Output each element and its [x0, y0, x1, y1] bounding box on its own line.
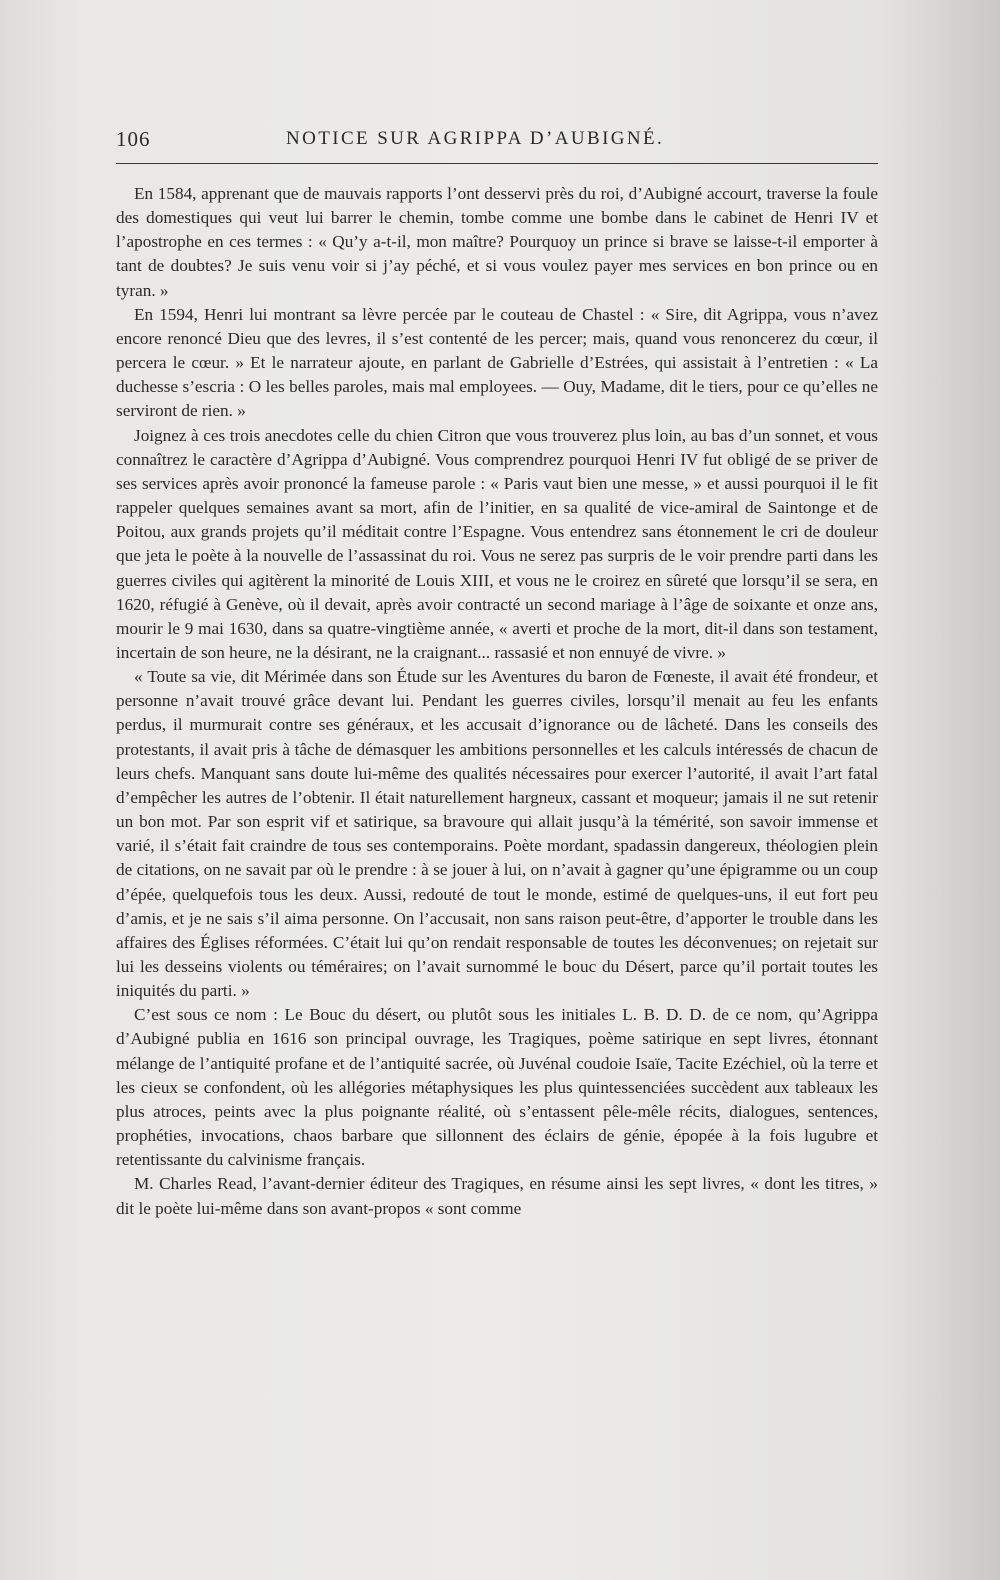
paragraph: C’est sous ce nom : Le Bouc du désert, ou plutôt sous les initiales L. B. D. D. de ce nom, qu’Agrippa d’Aubigné publia en 1616 son principal ouvrage, les Tragiques, poème satirique en sept livres, étonnant mélange de l’antiquité profane et de l’antiquité sacrée, où Juvénal coudoie Isaïe, Tacite Ezéchiel, où la terre et les cieux se confondent, où les allégories métaphysiques les plus quintessenciées succèdent aux tableaux les plus atroces, peints avec la plus poignante réalité, où s’entassent pêle-mêle récits, dialogues, sentences, prophéties, invocations, chaos barbare que sillonnent des éclairs de génie, épopée à la fois lugubre et retentissante du calvinisme français.	[116, 1005, 878, 1170]
page-number: 106	[116, 127, 151, 151]
page-header	[116, 127, 876, 157]
paragraph: En 1594, Henri lui montrant sa lèvre percée par le couteau de Chastel : « Sire, dit Agrippa, vous n’avez encore renoncé Dieu que des levres, il s’est contenté de les percer; mais, quand vous renoncerez du cœur, il percera le cœur. » Et le narrateur ajoute, en parlant de Gabrielle d’Estrées, qui assistait à l’entretien : « La duchesse s’escria : O les belles paroles, mais mal employees. — Ouy, Madame, dit le tiers, pour ce qu’elles ne serviront de rien. »	[116, 304, 878, 421]
paragraph: M. Charles Read, l’avant-dernier éditeur des Tragiques, en résume ainsi les sept livres, « dont les titres, » dit le poète lui-même dans son avant-propos « sont comme	[116, 1174, 878, 1218]
paragraph: Joignez à ces trois anecdotes celle du chien Citron que vous trouverez plus loin, au bas d’un sonnet, et vous connaîtrez le caractère d’Agrippa d’Aubigné. Vous comprendrez pourquoi Henri IV fut obligé de se priver de ses services après avoir prononcé la fameuse parole : « Paris vaut bien une messe, » et aussi pourquoi il le fit rappeler quelques semaines avant sa mort, afin de l’initier, en sa qualité de vice-amiral de Saintonge et de Poitou, aux grands projets qu’il méditait contre l’Espagne. Vous entendrez sans étonnement le cri de douleur que jeta le poète à la nouvelle de l’assassinat du roi. Vous ne serez pas surpris de le voir prendre parti dans les guerres civiles qui agitèrent la minorité de Louis XIII, et vous ne le croirez en sûreté que lorsqu’il se sera, en 1620, réfugié à Genève, où il devait, après avoir contracté un second mariage à l’âge de soixante et onze ans, mourir le 9 mai 1630, dans sa quatre-vingtième année, « averti et proche de la mort, dit-il dans son testament, incertain de son heure, ne la désirant, ne la craignant... rassasié et non ennuyé de vivre. »	[116, 425, 878, 662]
header-rule	[116, 163, 878, 164]
paragraph: « Toute sa vie, dit Mérimée dans son Étude sur les Aventures du baron de Fœneste, il avait été frondeur, et personne n’avait trouvé grâce devant lui. Pendant les guerres civiles, lorsqu’il menait au feu les enfants perdus, il murmurait contre ses généraux, et les accusait d’ignorance ou de lâcheté. Dans les conseils des protestants, il avait pris à tâche de démasquer les ambitions personnelles et les calculs intéressés de chacun de leurs chefs. Manquant sans doute lui-même des qualités nécessaires pour exercer l’autorité, il avait l’art fatal d’empêcher les autres de l’obtenir. Il était naturellement hargneux, cassant et moqueur; jamais il ne sut retenir un bon mot. Par son esprit vif et satirique, sa bravoure qui allait jusqu’à la témérité, son savoir immense et varié, il s’était fait craindre de tous ses contemporains. Poète mordant, spadassin dangereux, théologien plein de citations, on ne savait par où le prendre : à se jouer à lui, on n’avait à gagner qu’une épigramme ou un coup d’épée, quelquefois tous les deux. Aussi, redouté de tout le monde, estimé de quelques-uns, il eut fort peu d’amis, et je ne sais s’il aima personne. On l’accusait, non sans raison peut-être, d’apporter le trouble dans les affaires des Églises réformées. C’était lui qu’on rendait responsable de toutes les déconvenues; on rejetait sur lui les desseins violents ou téméraires; on l’avait surnommé le bouc du Désert, parce qu’il portait toutes les iniquités du parti. »	[116, 667, 878, 1001]
running-title: NOTICE SUR AGRIPPA D’AUBIGNÉ.	[286, 128, 665, 149]
body-text	[116, 182, 878, 1221]
paragraph: En 1584, apprenant que de mauvais rapports l’ont desservi près du roi, d’Aubigné accourt, traverse la foule des domestiques qui veut lui barrer le chemin, tombe comme une bombe dans le cabinet de Henri IV et l’apostrophe en ces termes : « Qu’y a-t-il, mon maître? Pourquoy un prince si brave se laisse-t-il emporter à tant de doubtes? Je suis venu voir si j’ay péché, et si vous voulez payer mes services en bon prince ou en tyran. »	[116, 184, 878, 300]
